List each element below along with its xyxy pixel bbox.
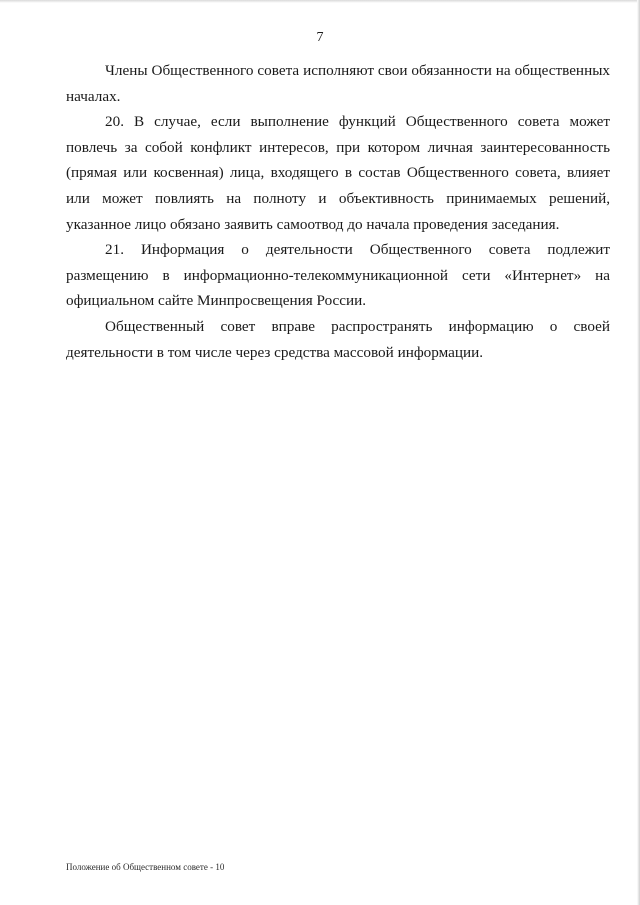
scan-edge-top	[0, 0, 640, 3]
paragraph-members-duties: Члены Общественного совета исполняют свои обязанности на общественных началах.	[66, 62, 610, 105]
document-body	[66, 58, 610, 365]
paragraph-21-information-publication: 21. Информация о деятельности Общественного совета подлежит размещению в информационно-телекоммуникационной сети «Интернет» на официальном сайте Минпросвещения России.	[66, 241, 610, 310]
page-number: 7	[316, 30, 324, 45]
footer-note: Положение об Общественном совете - 10	[66, 862, 225, 872]
paragraph-20-conflict-of-interest: 20. В случае, если выполнение функций Общественного совета может повлечь за собой конфликт интересов, при котором личная заинтересованность (прямая или косвенная) лица, входящего в состав Общественного совета, влияет или может повлиять на полноту и объективность принимаемых решений, указанное лицо обязано заявить самоотвод до начала проведения заседания.	[66, 113, 610, 233]
paragraph-mass-media: Общественный совет вправе распространять информацию о своей деятельности в том числе через средства массовой информации.	[66, 317, 610, 361]
